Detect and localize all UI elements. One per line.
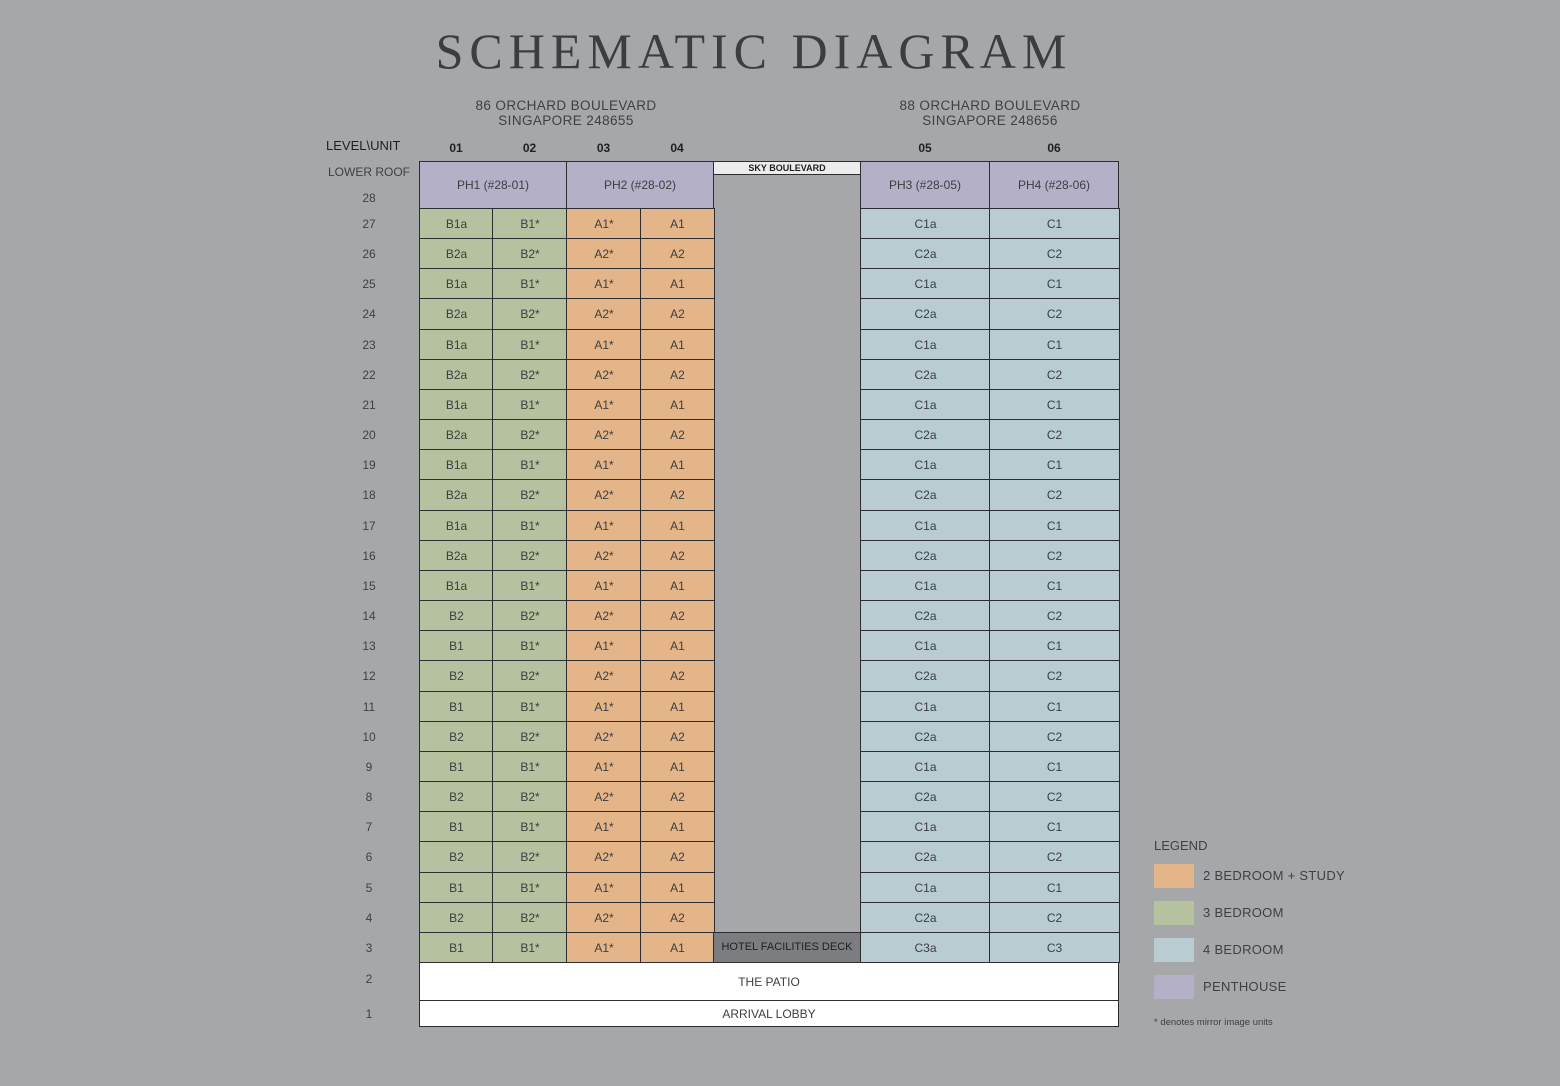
- unit-cell: B2: [419, 600, 494, 631]
- level-label-5: 5: [365, 881, 373, 895]
- unit-cell: A1: [640, 449, 715, 480]
- unit-cell: A2*: [566, 660, 642, 692]
- unit-cell: A2*: [566, 298, 642, 330]
- unit-cell: C2: [989, 479, 1120, 511]
- unit-cell: B2*: [492, 479, 568, 511]
- penthouse-ph1: PH1 (#28-01): [419, 161, 567, 209]
- unit-cell: B2: [419, 841, 494, 873]
- unit-cell: B2*: [492, 660, 568, 692]
- unit-cell: C1: [989, 691, 1120, 722]
- address-86-line2: SINGAPORE 248655: [498, 113, 634, 128]
- unit-cell: B1*: [492, 329, 568, 360]
- unit-cell: B2a: [419, 419, 494, 450]
- unit-header-05: 05: [918, 141, 932, 155]
- unit-cell: A1*: [566, 751, 642, 782]
- unit-cell: B1a: [419, 389, 494, 420]
- unit-cell: B2*: [492, 238, 568, 269]
- unit-cell: A2*: [566, 600, 642, 631]
- unit-cell: B1*: [492, 932, 568, 963]
- unit-cell: C2: [989, 721, 1120, 752]
- unit-cell: C2: [989, 359, 1120, 390]
- unit-cell: B2*: [492, 902, 568, 933]
- legend-label: 3 BEDROOM: [1203, 905, 1284, 920]
- unit-cell: C1: [989, 751, 1120, 782]
- level-label-1: 1: [365, 1007, 373, 1021]
- unit-cell: C1a: [860, 449, 991, 480]
- unit-cell: A2: [640, 841, 715, 873]
- page-title: SCHEMATIC DIAGRAM: [435, 23, 1073, 79]
- unit-cell: C1a: [860, 389, 991, 420]
- unit-cell: A1: [640, 329, 715, 360]
- unit-cell: A2: [640, 238, 715, 269]
- unit-cell: B1: [419, 630, 494, 661]
- unit-cell: A2: [640, 902, 715, 933]
- level-label-6: 6: [365, 850, 373, 864]
- unit-cell: C1a: [860, 510, 991, 541]
- unit-cell: B1a: [419, 268, 494, 299]
- unit-cell: A2*: [566, 419, 642, 450]
- arrival-lobby: ARRIVAL LOBBY: [419, 1000, 1119, 1027]
- unit-cell: A1: [640, 268, 715, 299]
- level-label-19: 19: [362, 458, 376, 472]
- unit-cell: C1a: [860, 208, 991, 239]
- level-label-15: 15: [362, 579, 376, 593]
- unit-cell: C2: [989, 298, 1120, 330]
- unit-cell: C1: [989, 449, 1120, 480]
- unit-cell: A2: [640, 721, 715, 752]
- level-label-8: 8: [365, 790, 373, 804]
- unit-cell: C1: [989, 329, 1120, 360]
- unit-cell: B1*: [492, 449, 568, 480]
- unit-cell: B1*: [492, 872, 568, 903]
- unit-cell: B2: [419, 721, 494, 752]
- level-label-14: 14: [362, 609, 376, 623]
- legend-title: LEGEND: [1154, 838, 1208, 853]
- legend-label: 4 BEDROOM: [1203, 942, 1284, 957]
- unit-header-01: 01: [449, 141, 463, 155]
- unit-cell: A2: [640, 781, 715, 812]
- unit-cell: A1: [640, 872, 715, 903]
- unit-cell: B2: [419, 660, 494, 692]
- unit-cell: A2*: [566, 841, 642, 873]
- address-86: [436, 98, 696, 128]
- unit-cell: C2a: [860, 660, 991, 692]
- unit-cell: C1: [989, 630, 1120, 661]
- unit-cell: B2a: [419, 479, 494, 511]
- level-label-11: 11: [362, 700, 376, 714]
- unit-cell: B1*: [492, 751, 568, 782]
- level-label-24: 24: [362, 307, 376, 321]
- level-label-lower-roof: LOWER ROOF: [327, 165, 410, 179]
- hotel-facilities-deck: HOTEL FACILITIES DECK: [713, 932, 861, 963]
- level-label-2: 2: [365, 972, 373, 986]
- unit-cell: A2*: [566, 540, 642, 571]
- unit-cell: B1: [419, 872, 494, 903]
- unit-cell: A1*: [566, 449, 642, 480]
- unit-cell: B1*: [492, 510, 568, 541]
- level-label-27: 27: [362, 217, 376, 231]
- unit-cell: C2a: [860, 479, 991, 511]
- unit-cell: B2*: [492, 781, 568, 812]
- unit-cell: B2*: [492, 419, 568, 450]
- unit-cell: C1: [989, 570, 1120, 601]
- legend-swatch: [1154, 938, 1194, 962]
- unit-cell: C1a: [860, 811, 991, 842]
- unit-cell: A2: [640, 660, 715, 692]
- unit-cell: B2*: [492, 721, 568, 752]
- unit-cell: A1: [640, 570, 715, 601]
- unit-cell: A2: [640, 419, 715, 450]
- unit-cell: B2: [419, 902, 494, 933]
- unit-cell: A1*: [566, 811, 642, 842]
- unit-cell: B1: [419, 751, 494, 782]
- unit-cell: A2*: [566, 479, 642, 511]
- unit-cell: A1*: [566, 329, 642, 360]
- level-label-12: 12: [362, 669, 376, 683]
- unit-cell: C1: [989, 811, 1120, 842]
- unit-cell: C1: [989, 872, 1120, 903]
- unit-cell: C2a: [860, 902, 991, 933]
- level-label-23: 23: [362, 338, 376, 352]
- unit-cell: A2*: [566, 902, 642, 933]
- unit-cell: C3: [989, 932, 1120, 963]
- unit-cell: A2*: [566, 238, 642, 269]
- unit-cell: A1: [640, 811, 715, 842]
- level-unit-header: LEVEL\UNIT: [326, 138, 401, 153]
- unit-cell: C2a: [860, 600, 991, 631]
- unit-cell: B2*: [492, 540, 568, 571]
- legend-swatch: [1154, 975, 1194, 999]
- unit-cell: A1*: [566, 570, 642, 601]
- unit-cell: B1a: [419, 449, 494, 480]
- unit-cell: A2*: [566, 721, 642, 752]
- address-86-line1: 86 ORCHARD BOULEVARD: [475, 98, 657, 113]
- unit-cell: B1a: [419, 570, 494, 601]
- unit-cell: C2: [989, 419, 1120, 450]
- unit-cell: A1: [640, 751, 715, 782]
- penthouse-ph4: PH4 (#28-06): [989, 161, 1119, 209]
- unit-cell: A1*: [566, 510, 642, 541]
- unit-cell: C1a: [860, 751, 991, 782]
- unit-cell: B1: [419, 932, 494, 963]
- legend-note: * denotes mirror image units: [1154, 1017, 1273, 1028]
- unit-cell: C1: [989, 268, 1120, 299]
- unit-cell: C3a: [860, 932, 991, 963]
- unit-header-04: 04: [670, 141, 684, 155]
- unit-cell: A1*: [566, 691, 642, 722]
- unit-cell: C2a: [860, 298, 991, 330]
- unit-cell: C2a: [860, 238, 991, 269]
- unit-cell: C2a: [860, 781, 991, 812]
- unit-cell: C2: [989, 781, 1120, 812]
- address-88-line2: SINGAPORE 248656: [922, 113, 1058, 128]
- unit-cell: C1: [989, 208, 1120, 239]
- unit-cell: B2a: [419, 238, 494, 269]
- unit-cell: C2: [989, 902, 1120, 933]
- level-label-3: 3: [365, 941, 373, 955]
- unit-cell: A1*: [566, 872, 642, 903]
- unit-cell: A2*: [566, 359, 642, 390]
- level-label-21: 21: [362, 398, 376, 412]
- unit-cell: B2*: [492, 841, 568, 873]
- unit-cell: C2: [989, 600, 1120, 631]
- unit-header-06: 06: [1047, 141, 1061, 155]
- unit-cell: A1: [640, 208, 715, 239]
- unit-cell: C1a: [860, 872, 991, 903]
- unit-cell: A1: [640, 510, 715, 541]
- unit-cell: B1*: [492, 630, 568, 661]
- unit-cell: B1a: [419, 208, 494, 239]
- unit-cell: A2: [640, 600, 715, 631]
- unit-cell: C1a: [860, 630, 991, 661]
- unit-cell: B2a: [419, 540, 494, 571]
- legend-swatch: [1154, 901, 1194, 925]
- level-label-28: 28: [362, 191, 376, 205]
- unit-cell: B1*: [492, 389, 568, 420]
- unit-cell: B1*: [492, 691, 568, 722]
- unit-header-02: 02: [522, 141, 537, 155]
- unit-cell: C1: [989, 389, 1120, 420]
- legend-label: PENTHOUSE: [1203, 979, 1287, 994]
- unit-cell: B2*: [492, 298, 568, 330]
- sky-boulevard: SKY BOULEVARD: [713, 161, 861, 175]
- unit-cell: B1*: [492, 268, 568, 299]
- legend-swatch: [1154, 864, 1194, 888]
- unit-cell: C2: [989, 540, 1120, 571]
- penthouse-ph2: PH2 (#28-02): [566, 161, 714, 209]
- unit-cell: A1*: [566, 389, 642, 420]
- unit-cell: A1*: [566, 268, 642, 299]
- unit-cell: A2: [640, 540, 715, 571]
- level-label-16: 16: [362, 549, 376, 563]
- unit-cell: A1*: [566, 932, 642, 963]
- unit-header-03: 03: [596, 141, 611, 155]
- address-88: [860, 98, 1120, 128]
- level-label-26: 26: [362, 247, 376, 261]
- unit-cell: A2*: [566, 781, 642, 812]
- unit-cell: C1a: [860, 691, 991, 722]
- unit-cell: B2: [419, 781, 494, 812]
- unit-cell: B1a: [419, 510, 494, 541]
- unit-cell: C1: [989, 510, 1120, 541]
- unit-cell: C2: [989, 841, 1120, 873]
- address-88-line1: 88 ORCHARD BOULEVARD: [899, 98, 1081, 113]
- unit-cell: A1*: [566, 208, 642, 239]
- unit-cell: C2a: [860, 540, 991, 571]
- level-label-17: 17: [362, 519, 376, 533]
- level-label-9: 9: [365, 760, 373, 774]
- unit-cell: A2: [640, 298, 715, 330]
- unit-cell: B1*: [492, 208, 568, 239]
- level-label-7: 7: [365, 820, 373, 834]
- unit-cell: A1: [640, 691, 715, 722]
- unit-cell: C1a: [860, 329, 991, 360]
- unit-cell: B1*: [492, 570, 568, 601]
- unit-cell: A1*: [566, 630, 642, 661]
- unit-cell: A2: [640, 479, 715, 511]
- unit-cell: C2: [989, 238, 1120, 269]
- unit-cell: C2a: [860, 721, 991, 752]
- unit-cell: B1*: [492, 811, 568, 842]
- unit-cell: C1a: [860, 268, 991, 299]
- unit-cell: C2: [989, 660, 1120, 692]
- level-label-10: 10: [362, 730, 376, 744]
- unit-cell: A2: [640, 359, 715, 390]
- unit-cell: C2a: [860, 419, 991, 450]
- penthouse-ph3: PH3 (#28-05): [860, 161, 990, 209]
- unit-cell: B2*: [492, 600, 568, 631]
- unit-cell: B1a: [419, 329, 494, 360]
- level-label-4: 4: [365, 911, 373, 925]
- the-patio: THE PATIO: [419, 962, 1119, 1001]
- legend-label: 2 BEDROOM + STUDY: [1203, 868, 1345, 883]
- unit-cell: A1: [640, 389, 715, 420]
- unit-cell: B2a: [419, 298, 494, 330]
- unit-cell: C1a: [860, 570, 991, 601]
- unit-cell: C2a: [860, 841, 991, 873]
- unit-cell: B1: [419, 691, 494, 722]
- unit-cell: B1: [419, 811, 494, 842]
- level-label-20: 20: [362, 428, 376, 442]
- unit-cell: A1: [640, 630, 715, 661]
- level-label-13: 13: [362, 639, 376, 653]
- unit-cell: B2*: [492, 359, 568, 390]
- unit-cell: C2a: [860, 359, 991, 390]
- unit-cell: A1: [640, 932, 715, 963]
- level-label-22: 22: [362, 368, 376, 382]
- level-label-18: 18: [362, 488, 376, 502]
- unit-cell: B2a: [419, 359, 494, 390]
- level-label-25: 25: [362, 277, 376, 291]
